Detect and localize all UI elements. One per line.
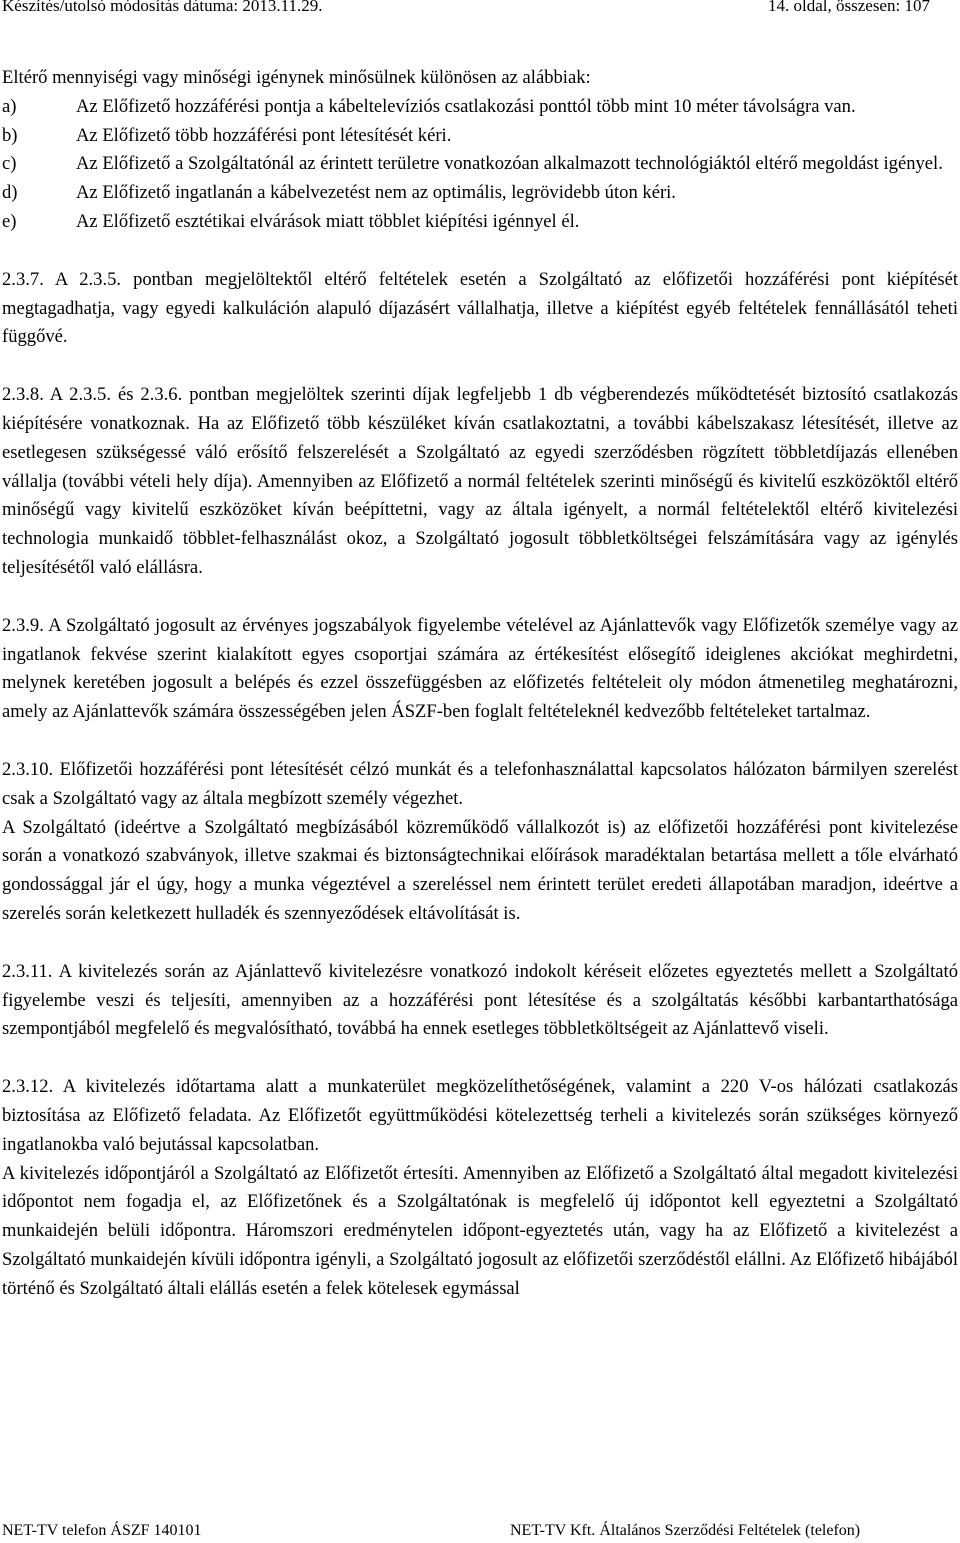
spacer [2,929,958,958]
list-item [2,122,958,151]
spacer [2,1044,958,1073]
page-number: 14. oldal, összesen: 107 [768,0,930,15]
list-item-text: Az Előfizető a Szolgáltatónál az érintett területre vonatkozóan alkalmazott technológiáktól eltérő megoldást igényel. [76,153,943,175]
list-item-text: Az Előfizető ingatlanán a kábelvezetést nem az optimális, legrövidebb úton kéri. [76,182,676,204]
section-2-3-11: 2.3.11. A kivitelezés során az Ajánlattevő kivitelezésre vonatkozó indokolt kéréseit előzetes egyeztetés mellett a Szolgáltató figyelembe veszi és teljesíti, amennyiben az a hozzáférési pont létesítése és a szolgáltatás későbbi karbantarthatósága szempontjából megfelelő és megvalósítható, továbbá ha ennek esetleges többletköltségeit az Ajánlattevő viseli. [2,960,958,1040]
footer-document-title: NET-TV Kft. Általános Szerződési Feltételek (telefon) [510,1522,861,1539]
spacer [2,237,958,266]
intro-text: Eltérő mennyiségi vagy minőségi igénynek minősülnek különösen az alábbiak: [2,67,591,88]
section-2-3-10-continued: A Szolgáltató (ideértve a Szolgáltató megbízásából közreműködő vállalkozót is) az előfizetői hozzáférési pont kivitelezése során a vonatkozó szabványok, illetve szakmai és biztonságtechnikai előírások maradéktalan betartása mellett a tőle elvárható gondossággal jár el úgy, hogy a munka végeztével a szereléssel nem érintett terület eredeti állapotában maradjon, ideértve a szerelés során keletkezett hulladék és szennyeződések eltávolítását is. [2,816,958,924]
list-item [2,179,958,208]
list-item-text: Az Előfizető több hozzáférési pont létesítését kéri. [76,124,452,146]
requirements-list [2,93,958,237]
list-item [2,208,958,237]
modification-date: Készítés/utolsó módosítás dátuma: 2013.11.29. [2,0,323,15]
list-marker: d) [2,182,18,204]
list-marker: b) [2,124,18,146]
section-2-3-12-continued: A kivitelezés időpontjáról a Szolgáltató az Előfizetőt értesíti. Amennyiben az Előfizető a Szolgáltató által megadott kivitelezési időpontot nem fogadja el, az Előfizetőnek és a Szolgáltatónak is megfelelő új időpontot kell egyeztetni a Szolgáltató munkaidején belüli időpontra. Háromszori eredménytelen időpont-egyeztetés után, vagy ha az Előfizető a kivitelezést a Szolgáltató munkaidején kívüli időpontra igényli, a Szolgáltató jogosult az előfizetői szerződéstől elállni. Az Előfizető hibájából történő és Szolgáltató általi elállás esetén a felek kötelesek egymással [2,1162,958,1299]
footer-document-id: NET-TV telefon ÁSZF 140101 [2,1522,202,1539]
list-item [2,150,958,179]
section-2-3-12: 2.3.12. A kivitelezés időtartama alatt a munkaterület megközelíthetőségének, valamint a 220 V-os hálózati csatlakozás biztosítása az Előfizető feladata. Az Előfizetőt együttműködési kötelezettség terheli a kivitelezés során szükséges környező ingatlanokba való bejutással kapcsolatban. [2,1076,958,1155]
list-marker: c) [2,153,17,175]
list-item-text: Az Előfizető hozzáférési pontja a kábeltelevíziós csatlakozási ponttól több mint 10 méter távolságra van. [76,95,856,117]
list-marker: e) [2,210,17,232]
list-item [2,93,958,122]
list-item-text: Az Előfizető esztétikai elvárások miatt többlet kiépítési igénnyel él. [76,210,580,232]
section-2-3-7: 2.3.7. A 2.3.5. pontban megjelöltektől eltérő feltételek esetén a Szolgáltató az előfizetői hozzáférési pont kiépítését megtagadhatja, vagy egyedi kalkuláción alapuló díjazásért vállalhatja, illetve a kiépítést egyéb feltételek fennállásától teheti függővé. [2,268,958,348]
document-body [2,64,958,1303]
section-2-3-8: 2.3.8. A 2.3.5. és 2.3.6. pontban megjelöltek szerinti díjak legfeljebb 1 db végberendezés működtetését biztosító csatlakozás kiépítésére vonatkoznak. Ha az Előfizető több készüléket kíván csatlakoztatni, a további kábelszakasz létesítését, illetve az esetlegesen szükségessé váló erősítő felszerelését a Szolgáltató az egyedi szerződésben rögzített többletdíjazás ellenében vállalja (további vételi hely díja). Amennyiben az Előfizető a normál feltételek szerinti minőségű és kivitelű eszközöktől eltérő minőségű vagy kivitelű eszközöket kíván beépíttetni, vagy az általa igényelt, a normál feltételektől eltérő kivitelezési technologia munkaidő többlet-felhasználást okoz, a Szolgáltató jogosult többletköltségei felszámítására vagy az igénylés teljesítésétől való elállásra. [2,384,958,578]
section-2-3-10: 2.3.10. Előfizetői hozzáférési pont létesítését célzó munkát és a telefonhasználattal kapcsolatos hálózaton bármilyen szerelést csak a Szolgáltató vagy az általa megbízott személy végezhet. [2,758,958,809]
spacer [2,352,958,381]
spacer [2,727,958,756]
section-2-3-9: 2.3.9. A Szolgáltató jogosult az érvényes jogszabályok figyelembe vételével az Ajánlattevők vagy Előfizetők személye vagy az ingatlanok fekvése szerint kialakított egyes csoportjai számára az értékesítést elősegítő ideiglenes akciókat meghirdetni, melynek keretében jogosult a belépés és ezzel összefüggésben az előfizetés feltételeit oly módon átmenetileg meghatározni, amely az Ajánlattevők számára összességében jelen ÁSZF-ben foglalt feltételeknél kedvezőbb feltételeket tartalmaz. [2,614,958,723]
spacer [2,583,958,612]
list-marker: a) [2,95,17,117]
